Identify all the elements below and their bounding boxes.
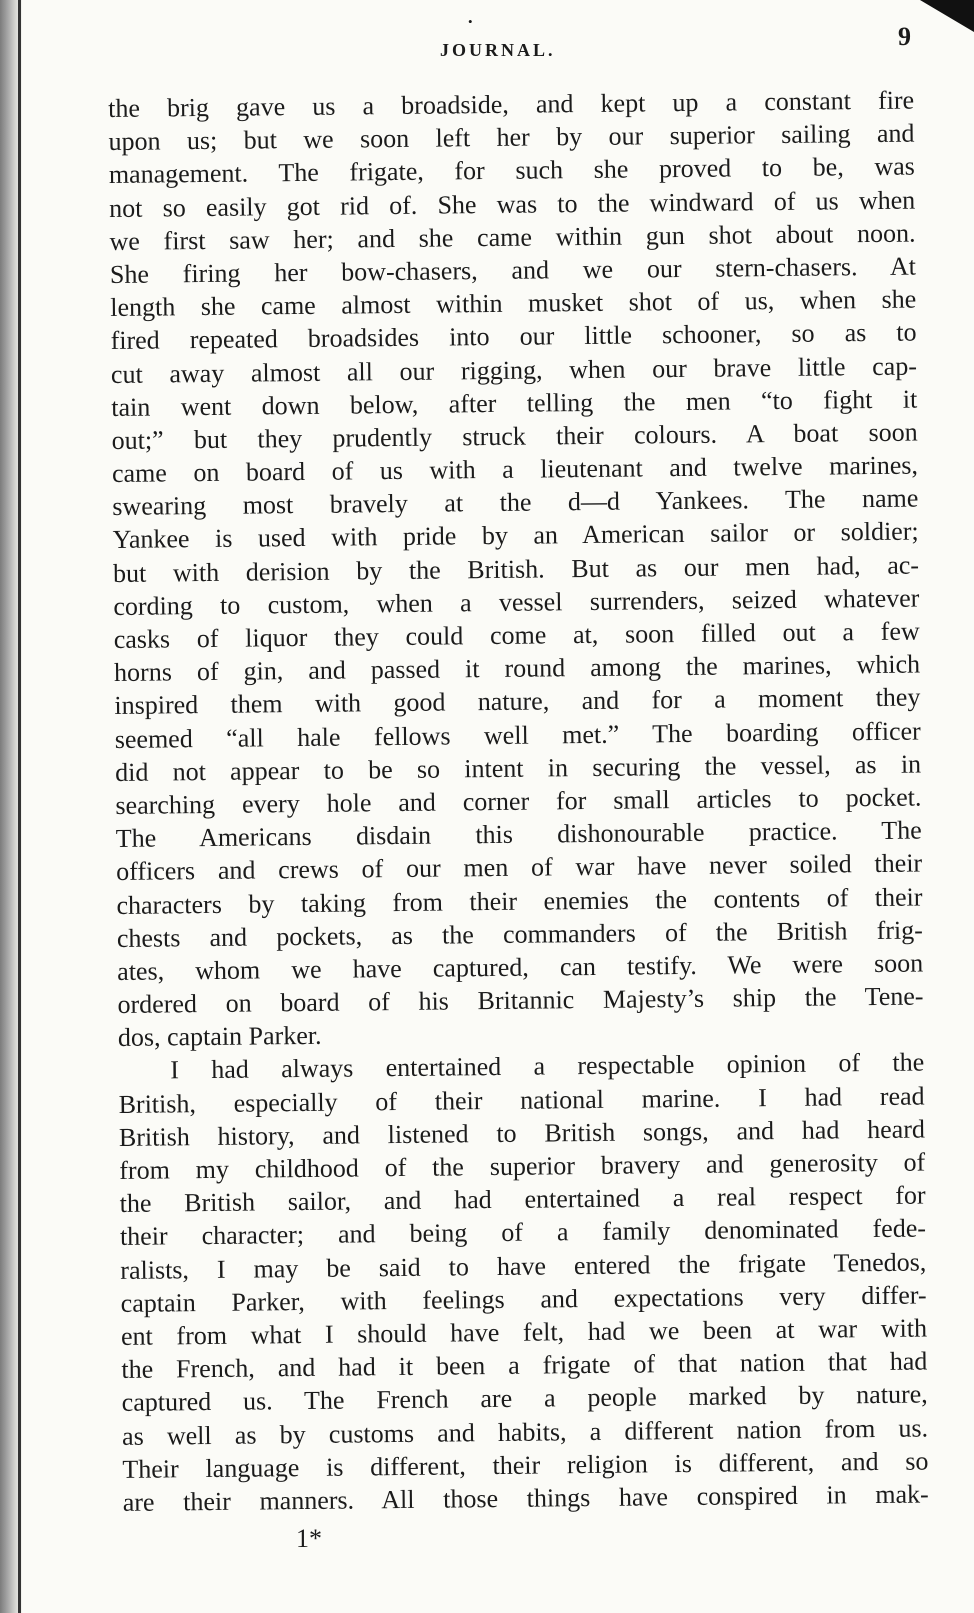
text-line: their character; and being of a family denominated fede- xyxy=(119,1213,927,1252)
text-line: officers and crews of our men of war have never soiled their xyxy=(116,848,923,887)
text-line: inspired them with good nature, and for a moment they xyxy=(114,682,921,721)
text-line: The Americans disdain this dishonourable practice. The xyxy=(115,815,922,854)
text-line: characters by taking from their enemies the contents of their xyxy=(116,882,923,920)
text-line: She firing her bow-chasers, and we our stern-chasers. At xyxy=(109,251,917,289)
running-head: JOURNAL. xyxy=(440,40,556,60)
text-line: casks of liquor they could come at, soon filled out a few xyxy=(113,616,920,654)
text-line: from my childhood of the superior bravery and generosity of xyxy=(119,1147,926,1185)
text-line: chests and pockets, as the commanders of the British frig- xyxy=(116,915,923,953)
text-line: ent from what I should have felt, had we been at war with xyxy=(120,1313,928,1351)
text-line: ates, whom we have captured, can testify. We were soon xyxy=(117,948,924,986)
text-line: I had always entertained a respectable opinion of the xyxy=(170,1047,925,1085)
text-line: captured us. The French are a people marked by nature, xyxy=(121,1379,928,1418)
text-line: are their manners. All those things have conspired in mak- xyxy=(122,1479,929,1517)
text-line: came on board of us with a lieutenant and twelve marines, xyxy=(111,450,919,489)
top-mark: • xyxy=(468,14,473,29)
text-line: tain went down below, after telling the men “to fight it xyxy=(111,384,918,422)
text-line: did not appear to be so intent in securing the vessel, as in xyxy=(114,749,922,787)
body-text xyxy=(108,84,929,1519)
binding-edge-line xyxy=(18,0,21,1613)
text-line: but with derision by the British. But as our men had, ac- xyxy=(112,550,920,588)
signature-mark: 1* xyxy=(296,1524,322,1553)
text-line: cut away almost all our rigging, when our brave little cap- xyxy=(110,351,918,389)
text-line: out;” but they prudently struck their colours. A boat soon xyxy=(111,417,918,455)
text-line: cording to custom, when a vessel surrenders, seized whatever xyxy=(113,583,920,621)
text-line: Their language is different, their religion is different, and so xyxy=(122,1446,929,1484)
text-line: management. The frigate, for such she proved to be, was xyxy=(108,151,915,190)
text-line: ralists, I may be said to have entered the frigate Tenedos, xyxy=(120,1247,927,1285)
text-line: the British sailor, and had entertained a real respect for xyxy=(119,1180,926,1219)
text-line: British, especially of their national marine. I had read xyxy=(118,1081,925,1119)
text-line: seemed “all hale fellows well met.” The boarding officer xyxy=(114,716,921,754)
text-line: upon us; but we soon left her by our superior sailing and xyxy=(108,118,915,157)
page-number: 9 xyxy=(898,22,911,51)
text-line: ordered on board of his Britannic Majesty’s ship the Tene- xyxy=(117,981,924,1020)
text-line: the French, and had it been a frigate of that nation that had xyxy=(121,1346,928,1385)
text-line: fired repeated broadsides into our little schooner, so as to xyxy=(110,317,917,356)
text-line: dos, captain Parker. xyxy=(117,1021,322,1053)
text-line: horns of gin, and passed it round among the marines, which xyxy=(113,649,921,688)
text-line: swearing most bravely at the d—d Yankees. The name xyxy=(112,483,919,522)
text-line: we first saw her; and she came within gun shot about noon. xyxy=(109,218,916,256)
text-line: captain Parker, with feelings and expectations very differ- xyxy=(120,1280,927,1318)
text-line: length she came almost within musket shot of us, when she xyxy=(110,284,917,323)
text-line: not so easily got rid of. She was to the windward of us when xyxy=(109,185,916,223)
page-corner-shadow xyxy=(920,0,974,32)
text-line: Yankee is used with pride by an American sailor or soldier; xyxy=(112,516,919,555)
text-line: the brig gave us a broadside, and kept up a constant fire xyxy=(108,85,915,123)
text-line: British history, and listened to British songs, and had heard xyxy=(118,1114,926,1152)
text-line: searching every hole and corner for small articles to pocket. xyxy=(115,782,922,820)
text-line: as well as by customs and habits, a different nation from us. xyxy=(121,1412,929,1451)
